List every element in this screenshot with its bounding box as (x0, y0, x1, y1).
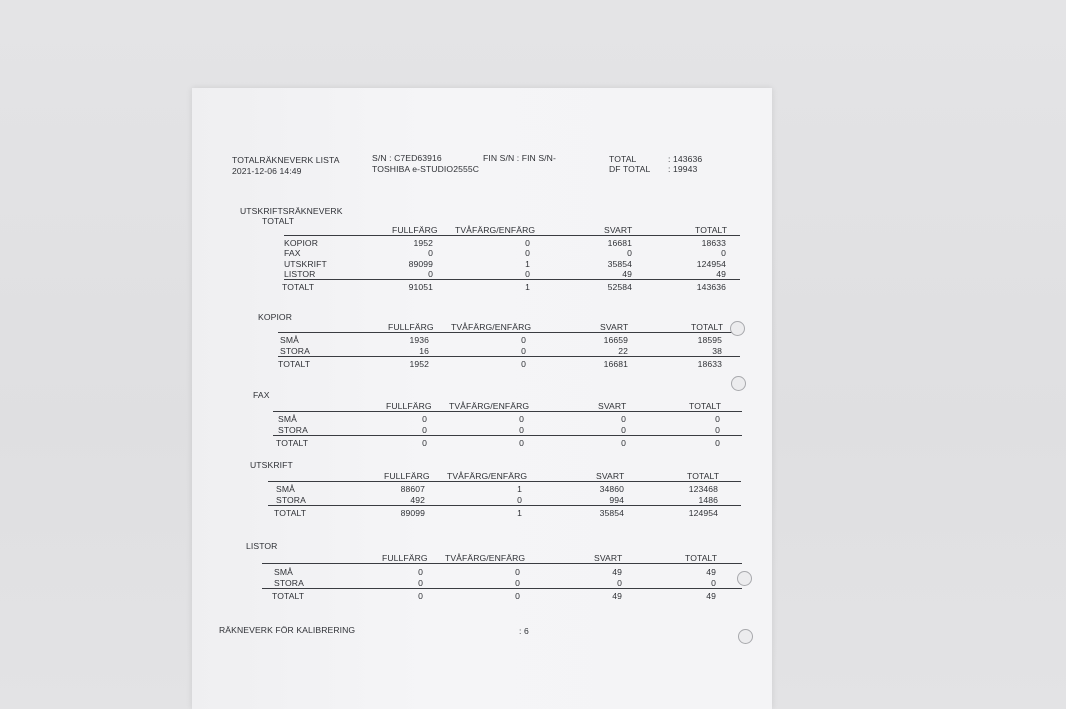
cell-fullfarg: 89099 (408, 258, 433, 269)
total-rule (273, 435, 742, 436)
cell-svart: 994 (609, 494, 624, 505)
cell-totalt: 49 (716, 268, 726, 279)
punch-hole-mark (731, 376, 746, 391)
column-header-totalt: TOTALT (689, 401, 722, 411)
column-header-svart: SVART (600, 322, 629, 332)
cell-fullfarg: 0 (422, 414, 427, 424)
section-title: LISTOR (246, 541, 278, 551)
cell-tvafarg: 1 (517, 484, 522, 494)
total-row-label: TOTALT (278, 358, 311, 369)
header-rule (262, 563, 742, 564)
total-totalt: 124954 (688, 507, 718, 518)
total-totalt: 18633 (697, 358, 722, 369)
row-label: STORA (276, 494, 306, 505)
column-header-fullfarg: FULLFÄRG (386, 401, 432, 411)
total-row-label: TOTALT (282, 281, 315, 292)
total-tvafarg: 0 (519, 437, 524, 448)
column-header-fullfarg: FULLFÄRG (392, 225, 438, 235)
row-label: SMÅ (274, 567, 293, 577)
column-header-tvafarg: TVÅFÄRG/ENFÄRG (449, 401, 530, 411)
cell-tvafarg: 0 (519, 414, 524, 424)
cell-tvafarg: 0 (525, 268, 530, 279)
total-fullfarg: 89099 (400, 507, 425, 518)
total-fullfarg: 91051 (408, 281, 433, 292)
column-header-svart: SVART (604, 225, 633, 235)
section-title: UTSKRIFTSRÄKNEVERK (240, 206, 343, 216)
total-svart: 52584 (607, 281, 632, 292)
total-value: : 143636 (668, 154, 703, 164)
cell-svart: 0 (621, 414, 626, 424)
total-totalt: 0 (715, 437, 720, 448)
cell-svart: 0 (621, 424, 626, 435)
cell-totalt: 0 (715, 424, 720, 435)
cell-totalt: 18595 (697, 335, 722, 345)
row-label: STORA (278, 424, 308, 435)
cell-fullfarg: 16 (419, 345, 429, 356)
cell-svart: 16659 (603, 335, 628, 345)
row-label: KOPIOR (284, 238, 319, 248)
device-model: TOSHIBA e-STUDIO2555C (372, 164, 480, 174)
total-svart: 49 (612, 590, 622, 601)
report-title: TOTALRÄKNEVERK LISTA (232, 155, 340, 165)
total-tvafarg: 1 (517, 507, 522, 518)
cell-fullfarg: 0 (428, 248, 433, 259)
cell-fullfarg: 1936 (409, 335, 429, 345)
total-row-label: TOTALT (276, 437, 309, 448)
column-header-fullfarg: FULLFÄRG (388, 322, 434, 332)
cell-fullfarg: 0 (418, 577, 423, 588)
row-label: UTSKRIFT (284, 258, 327, 269)
cell-tvafarg: 0 (519, 424, 524, 435)
total-tvafarg: 0 (521, 358, 526, 369)
cell-totalt: 0 (711, 577, 716, 588)
fin-serial-number: FIN S/N : FIN S/N- (483, 153, 556, 163)
cell-svart: 49 (622, 268, 632, 279)
row-label: LISTOR (284, 268, 316, 279)
total-row-label: TOTALT (274, 507, 307, 518)
cell-svart: 22 (618, 345, 628, 356)
column-header-totalt: TOTALT (687, 471, 720, 481)
cell-svart: 0 (627, 248, 632, 259)
section-subtitle: TOTALT (262, 216, 295, 226)
cell-svart: 0 (617, 577, 622, 588)
cell-totalt: 18633 (701, 238, 726, 248)
total-rule (268, 505, 741, 506)
calibration-counter-label: RÄKNEVERK FÖR KALIBRERING (219, 625, 356, 635)
column-header-tvafarg: TVÅFÄRG/ENFÄRG (455, 225, 536, 235)
column-header-svart: SVART (598, 401, 627, 411)
section-title: FAX (253, 390, 270, 400)
column-header-tvafarg: TVÅFÄRG/ENFÄRG (447, 471, 528, 481)
total-svart: 35854 (599, 507, 624, 518)
total-row-label: TOTALT (272, 590, 305, 601)
column-header-fullfarg: FULLFÄRG (384, 471, 430, 481)
punch-hole-mark (738, 629, 753, 644)
column-header-svart: SVART (594, 553, 623, 563)
total-svart: 16681 (603, 358, 628, 369)
calibration-counter-value: : 6 (519, 626, 529, 636)
column-header-totalt: TOTALT (685, 553, 718, 563)
cell-totalt: 0 (721, 248, 726, 259)
cell-fullfarg: 1952 (413, 238, 433, 248)
row-label: STORA (274, 577, 304, 588)
cell-tvafarg: 0 (521, 335, 526, 345)
total-rule (262, 588, 742, 589)
row-label: SMÅ (276, 484, 295, 494)
cell-totalt: 0 (715, 414, 720, 424)
df-total-label: DF TOTAL (609, 164, 651, 174)
printed-sheet (192, 88, 772, 709)
cell-tvafarg: 0 (521, 345, 526, 356)
total-rule (284, 279, 740, 280)
cell-svart: 34860 (599, 484, 624, 494)
cell-totalt: 124954 (696, 258, 726, 269)
cell-tvafarg: 0 (515, 577, 520, 588)
total-fullfarg: 1952 (409, 358, 429, 369)
header-rule (273, 411, 742, 412)
punch-hole-mark (730, 321, 745, 336)
cell-fullfarg: 0 (422, 424, 427, 435)
total-fullfarg: 0 (422, 437, 427, 448)
row-label: SMÅ (278, 414, 297, 424)
cell-svart: 35854 (607, 258, 632, 269)
total-rule (278, 356, 740, 357)
column-header-tvafarg: TVÅFÄRG/ENFÄRG (445, 553, 526, 563)
df-total-value: : 19943 (668, 164, 698, 174)
header-rule (278, 332, 740, 333)
cell-totalt: 38 (712, 345, 722, 356)
total-tvafarg: 1 (525, 281, 530, 292)
cell-svart: 49 (612, 567, 622, 577)
cell-tvafarg: 1 (525, 258, 530, 269)
total-label: TOTAL (609, 154, 637, 164)
cell-tvafarg: 0 (525, 248, 530, 259)
cell-fullfarg: 0 (428, 268, 433, 279)
serial-number: S/N : C7ED63916 (372, 153, 442, 163)
total-fullfarg: 0 (418, 590, 423, 601)
row-label: STORA (280, 345, 310, 356)
column-header-totalt: TOTALT (691, 322, 724, 332)
column-header-tvafarg: TVÅFÄRG/ENFÄRG (451, 322, 532, 332)
total-totalt: 143636 (696, 281, 726, 292)
cell-fullfarg: 492 (410, 494, 425, 505)
cell-fullfarg: 0 (418, 567, 423, 577)
cell-tvafarg: 0 (525, 238, 530, 248)
total-totalt: 49 (706, 590, 716, 601)
column-header-svart: SVART (596, 471, 625, 481)
total-tvafarg: 0 (515, 590, 520, 601)
column-header-totalt: TOTALT (695, 225, 728, 235)
cell-svart: 16681 (607, 238, 632, 248)
header-rule (268, 481, 741, 482)
cell-totalt: 123468 (688, 484, 718, 494)
column-header-fullfarg: FULLFÄRG (382, 553, 428, 563)
section-title: KOPIOR (258, 312, 293, 322)
cell-tvafarg: 0 (515, 567, 520, 577)
cell-totalt: 49 (706, 567, 716, 577)
cell-totalt: 1486 (698, 494, 718, 505)
section-title: UTSKRIFT (250, 460, 293, 470)
row-label: FAX (284, 248, 301, 259)
header-rule (284, 235, 740, 236)
cell-tvafarg: 0 (517, 494, 522, 505)
punch-hole-mark (737, 571, 752, 586)
total-svart: 0 (621, 437, 626, 448)
cell-fullfarg: 88607 (400, 484, 425, 494)
row-label: SMÅ (280, 335, 299, 345)
report-datetime: 2021-12-06 14:49 (232, 166, 302, 176)
